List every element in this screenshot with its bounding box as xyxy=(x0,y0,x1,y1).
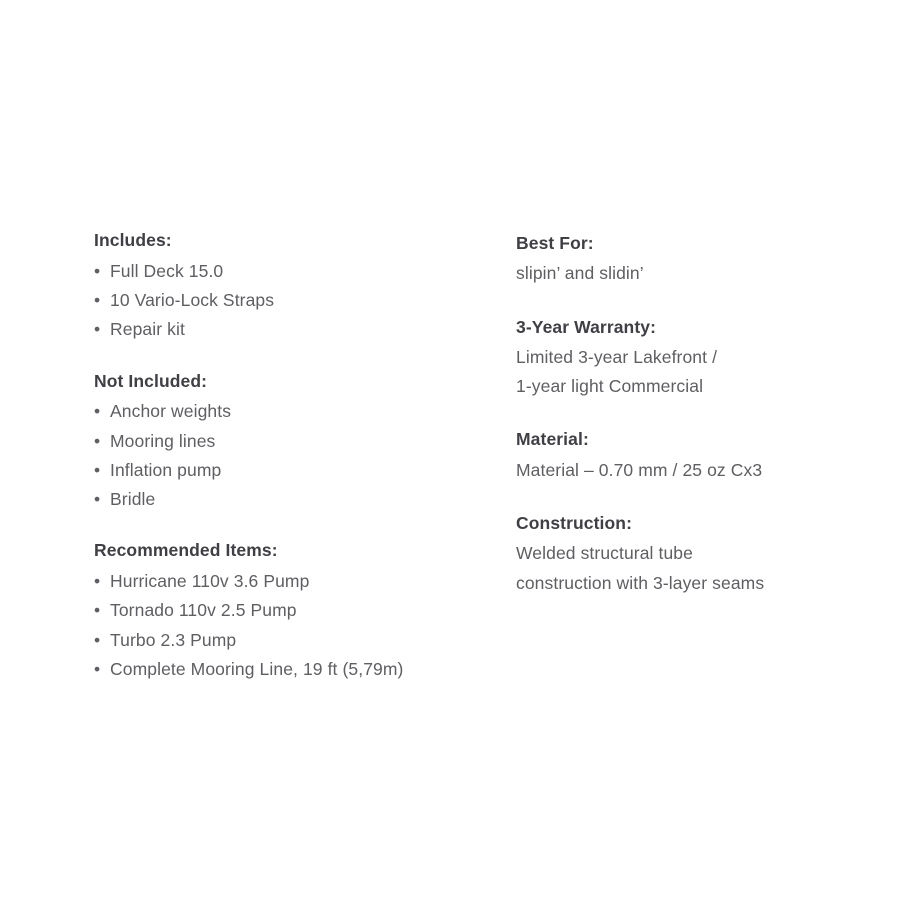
spec-block-material xyxy=(516,427,856,485)
spec-text-line: Material – 0.70 mm / 25 oz Cx3 xyxy=(516,459,763,480)
spec-block-warranty xyxy=(516,315,856,402)
list-item xyxy=(94,596,484,625)
list-item xyxy=(94,286,484,315)
bullet-icon: • xyxy=(94,658,101,679)
spec-heading-warranty: 3-Year Warranty: xyxy=(516,316,657,337)
list-item xyxy=(94,315,484,344)
list-item-label: Turbo 2.3 Pump xyxy=(110,629,237,650)
bullet-icon: • xyxy=(94,319,101,340)
spec-block-includes xyxy=(94,228,484,345)
spec-heading-recommended-items: Recommended Items: xyxy=(94,540,278,561)
left-spec-column xyxy=(94,228,484,684)
bullet-icon: • xyxy=(94,571,101,592)
spec-block-best-for xyxy=(516,231,856,289)
list-item-label: Complete Mooring Line, 19 ft (5,79m) xyxy=(110,658,404,679)
list-item-label: Repair kit xyxy=(110,319,185,340)
spec-list-not-included xyxy=(94,397,484,514)
bullet-icon: • xyxy=(94,290,101,311)
list-item-label: Mooring lines xyxy=(110,430,216,451)
list-item xyxy=(94,257,484,286)
spec-text-line: Welded structural tube xyxy=(516,543,693,564)
spec-text-line: 1-year light Commercial xyxy=(516,376,704,397)
list-item-label: Tornado 110v 2.5 Pump xyxy=(110,600,297,621)
spec-block-recommended-items xyxy=(94,538,484,684)
spec-heading-not-included: Not Included: xyxy=(94,370,208,391)
bullet-icon: • xyxy=(94,489,101,509)
bullet-icon: • xyxy=(94,459,101,480)
bullet-icon: • xyxy=(94,430,101,451)
list-item-label: Anchor weights xyxy=(110,401,232,422)
list-item xyxy=(94,456,484,485)
list-item-label: Hurricane 110v 3.6 Pump xyxy=(110,571,310,592)
list-item xyxy=(94,397,484,426)
spec-block-construction xyxy=(516,511,856,598)
bullet-icon: • xyxy=(94,600,101,621)
list-item xyxy=(94,626,484,655)
list-item xyxy=(94,567,484,596)
spec-block-not-included xyxy=(94,369,484,515)
list-item-label: Inflation pump xyxy=(110,459,222,480)
list-item-label: Bridle xyxy=(110,489,156,509)
spec-text-line: slipin’ and slidin’ xyxy=(516,263,644,284)
right-spec-column xyxy=(516,231,856,598)
list-item xyxy=(94,427,484,456)
spec-list-recommended-items xyxy=(94,567,484,684)
bullet-icon: • xyxy=(94,401,101,422)
bullet-icon: • xyxy=(94,260,101,281)
list-item xyxy=(94,655,484,684)
list-item xyxy=(94,485,484,514)
list-item-label: Full Deck 15.0 xyxy=(110,260,224,281)
spec-heading-best-for: Best For: xyxy=(516,233,594,253)
spec-heading-includes: Includes: xyxy=(94,230,172,250)
spec-list-includes xyxy=(94,257,484,345)
list-item-label: 10 Vario-Lock Straps xyxy=(110,290,275,311)
spec-heading-material: Material: xyxy=(516,429,589,450)
spec-text-line: construction with 3-layer seams xyxy=(516,572,765,593)
spec-heading-construction: Construction: xyxy=(516,513,633,533)
spec-text-line: Limited 3-year Lakefront / xyxy=(516,346,718,367)
bullet-icon: • xyxy=(94,629,101,650)
